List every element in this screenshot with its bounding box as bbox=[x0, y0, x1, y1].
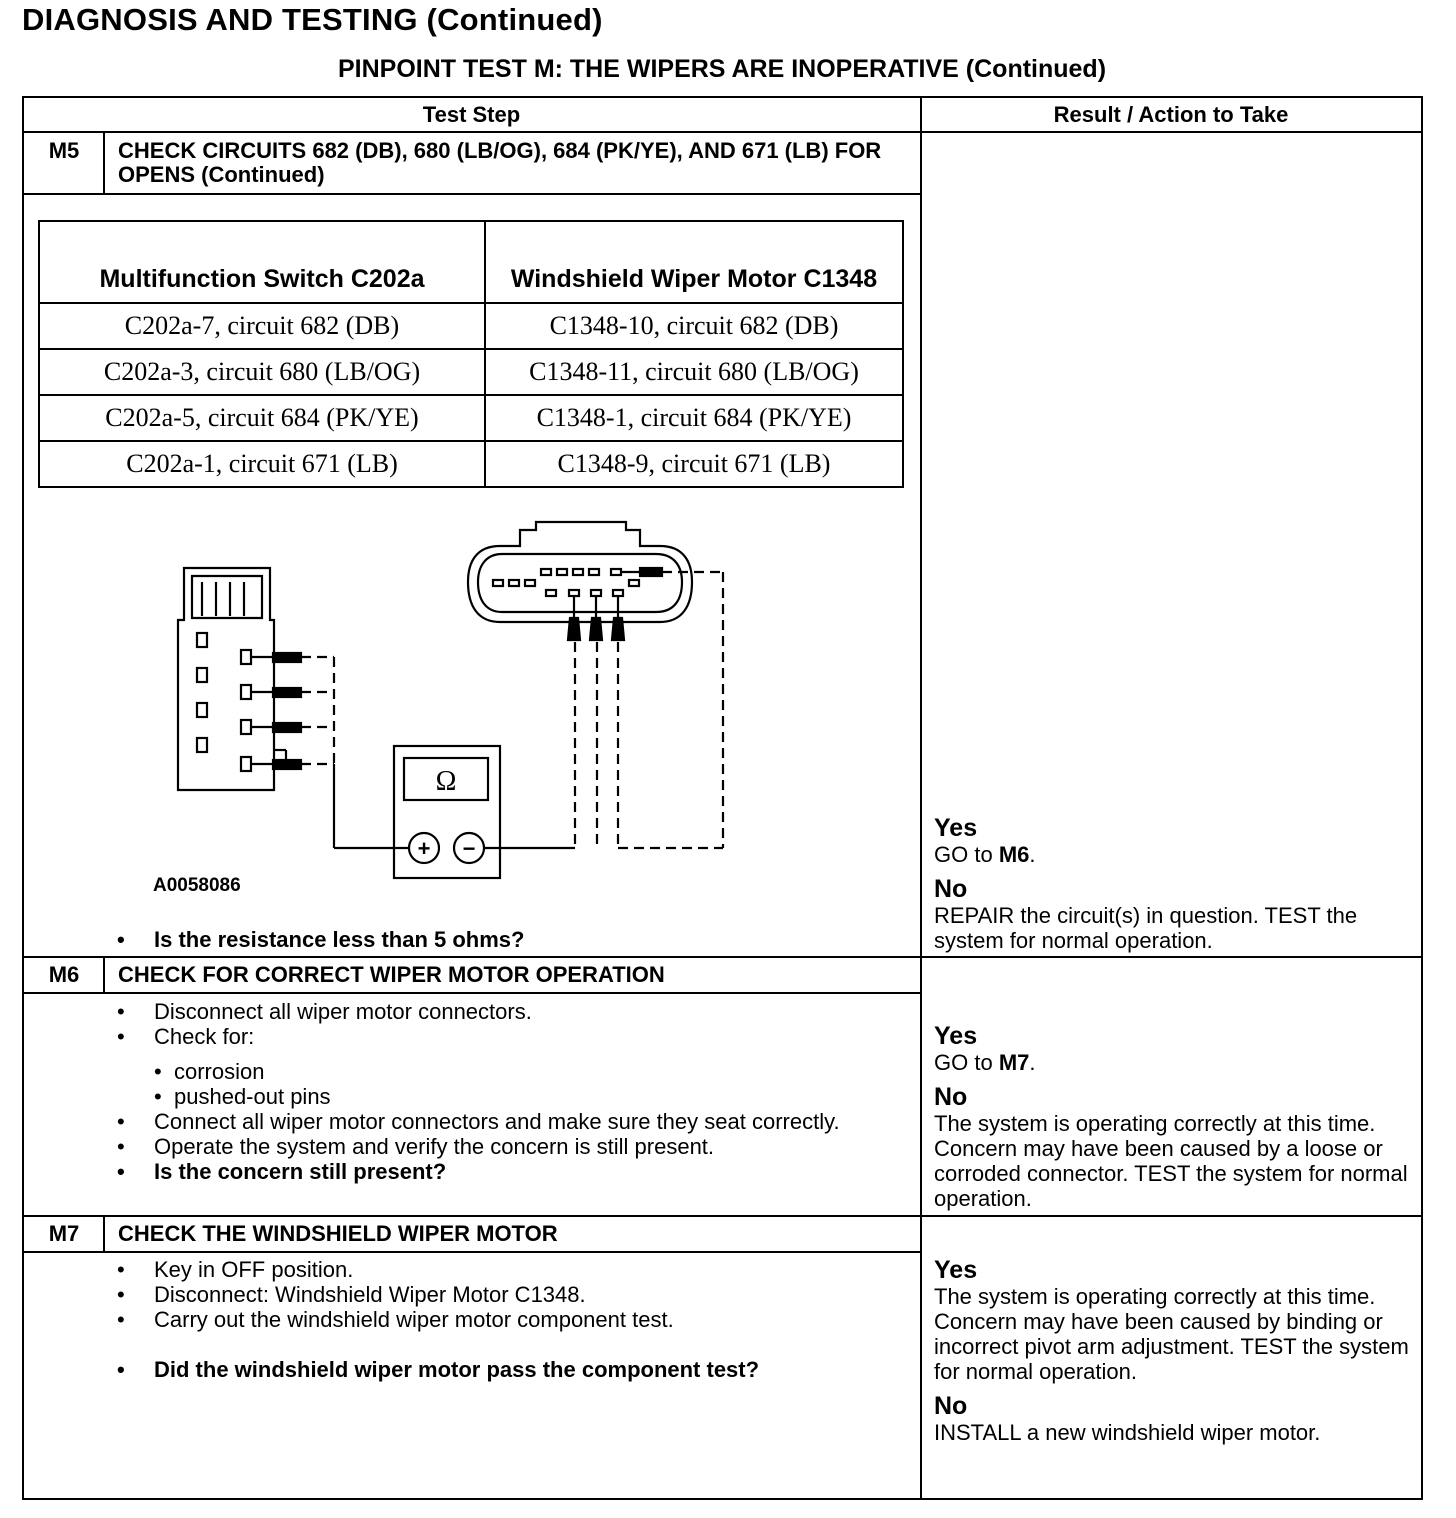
table-cell: C202a-7, circuit 682 (DB) bbox=[39, 303, 485, 349]
step-text: Key in OFF position. bbox=[154, 1257, 354, 1282]
page-title: DIAGNOSIS AND TESTING (Continued) bbox=[22, 2, 603, 37]
step-text: Check for: bbox=[154, 1024, 255, 1049]
question-text: Is the resistance less than 5 ohms? bbox=[154, 927, 525, 952]
step-text: pushed-out pins bbox=[174, 1084, 331, 1109]
step-text: Connect all wiper motor connectors and make sure they seat correctly. bbox=[154, 1109, 840, 1134]
ohm-symbol: Ω bbox=[435, 766, 457, 797]
step-text: corrosion bbox=[174, 1059, 265, 1084]
table-cell: C202a-3, circuit 680 (LB/OG) bbox=[39, 349, 485, 395]
pinpoint-test-title: PINPOINT TEST M: THE WIPERS ARE INOPERATIVE (Continued) bbox=[337, 55, 1107, 83]
yes-target: M7 bbox=[998, 1050, 1030, 1075]
pin-circuit-table bbox=[38, 220, 904, 488]
yes-label: Yes bbox=[934, 1022, 978, 1050]
yes-target: M6 bbox=[998, 842, 1030, 867]
table-cell: C1348-1, circuit 684 (PK/YE) bbox=[485, 395, 903, 441]
bullet-icon: • bbox=[117, 927, 125, 952]
wiring-diagram bbox=[160, 510, 740, 890]
m7-result bbox=[934, 1256, 1414, 1445]
yes-action: The system is operating correctly at this time. Concern may have been caused by binding or incorrect pivot arm adjustment. TEST the system for normal operation. bbox=[934, 1284, 1409, 1384]
list-item bbox=[114, 1109, 854, 1134]
bullet-icon: • bbox=[117, 1109, 125, 1134]
table-cell: C1348-11, circuit 680 (LB/OG) bbox=[485, 349, 903, 395]
list-item bbox=[114, 1134, 914, 1159]
table-header-switch: Multifunction Switch C202a bbox=[39, 221, 485, 303]
column-header-test-step: Test Step bbox=[422, 102, 521, 127]
bullet-icon: • bbox=[117, 1307, 125, 1332]
list-item bbox=[114, 1059, 914, 1084]
motor-jumper-leads bbox=[575, 572, 723, 848]
bullet-icon: • bbox=[117, 999, 125, 1024]
bullet-icon: • bbox=[154, 1084, 162, 1109]
column-header-result: Result / Action to Take bbox=[1053, 102, 1289, 127]
list-item bbox=[114, 999, 914, 1024]
table-cell: C1348-9, circuit 671 (LB) bbox=[485, 441, 903, 487]
list-item bbox=[114, 1024, 914, 1049]
yes-label: Yes bbox=[934, 814, 978, 842]
list-item bbox=[114, 1282, 914, 1307]
figure-id: A0058086 bbox=[153, 875, 241, 896]
yes-action: GO to M7. bbox=[934, 1050, 1036, 1075]
m6-title-divider bbox=[22, 992, 921, 994]
table-cell: C1348-10, circuit 682 (DB) bbox=[485, 303, 903, 349]
meter-plus-terminal: + bbox=[417, 836, 431, 861]
bullet-icon: • bbox=[117, 1357, 125, 1382]
bullet-icon: • bbox=[117, 1134, 125, 1159]
m5-result bbox=[934, 814, 1414, 953]
step-title-m6: CHECK FOR CORRECT WIPER MOTOR OPERATION bbox=[118, 962, 665, 987]
yes-action-text: GO to bbox=[934, 842, 993, 867]
bullet-icon: • bbox=[117, 1257, 125, 1282]
step-text: Carry out the windshield wiper motor component test. bbox=[154, 1307, 674, 1332]
table-row bbox=[39, 349, 903, 395]
multifunction-switch-connector bbox=[178, 568, 286, 790]
step-id-m5: M5 bbox=[48, 138, 80, 163]
table-header-motor: Windshield Wiper Motor C1348 bbox=[485, 221, 903, 303]
yes-label: Yes bbox=[934, 1256, 978, 1284]
m6-result bbox=[934, 1022, 1414, 1211]
list-item bbox=[114, 1257, 914, 1282]
bullet-icon: • bbox=[117, 1024, 125, 1049]
no-label: No bbox=[934, 875, 968, 903]
list-item bbox=[114, 1357, 914, 1382]
no-action: INSTALL a new windshield wiper motor. bbox=[934, 1420, 1321, 1445]
question-text: Did the windshield wiper motor pass the component test? bbox=[154, 1357, 760, 1382]
bullet-icon: • bbox=[117, 1282, 125, 1307]
switch-jumper-leads bbox=[301, 657, 334, 764]
list-item bbox=[114, 1159, 914, 1184]
m7-title-divider bbox=[22, 1251, 921, 1253]
step-text: Disconnect all wiper motor connectors. bbox=[154, 999, 532, 1024]
step-id-m7: M7 bbox=[48, 1221, 80, 1246]
no-action: REPAIR the circuit(s) in question. TEST the system for normal operation. bbox=[934, 903, 1358, 953]
step-id-m6: M6 bbox=[48, 962, 80, 987]
table-row bbox=[39, 441, 903, 487]
step-text: Disconnect: Windshield Wiper Motor C1348. bbox=[154, 1282, 586, 1307]
table-row bbox=[39, 303, 903, 349]
bullet-icon: • bbox=[117, 1159, 125, 1184]
list-item bbox=[114, 1084, 914, 1109]
table-cell: C202a-1, circuit 671 (LB) bbox=[39, 441, 485, 487]
bullet-icon: • bbox=[154, 1059, 162, 1084]
no-label: No bbox=[934, 1392, 968, 1420]
step-divider-m7 bbox=[22, 1215, 1423, 1217]
step-title-m7: CHECK THE WINDSHIELD WIPER MOTOR bbox=[118, 1221, 558, 1246]
motor-probes bbox=[568, 568, 662, 640]
meter-minus-terminal: − bbox=[462, 836, 476, 861]
no-action: The system is operating correctly at this time. Concern may have been caused by a loose or corroded connector. TEST the system for normal operation. bbox=[934, 1111, 1408, 1211]
table-row bbox=[39, 395, 903, 441]
step-text: Operate the system and verify the concern is still present. bbox=[154, 1134, 715, 1159]
step-divider-m6 bbox=[22, 956, 1423, 958]
question-text: Is the concern still present? bbox=[154, 1159, 447, 1184]
m5-title-divider bbox=[22, 193, 921, 195]
yes-action: GO to M6. bbox=[934, 842, 1036, 867]
m5-question bbox=[114, 927, 914, 952]
no-label: No bbox=[934, 1083, 968, 1111]
m7-steps bbox=[114, 1257, 914, 1382]
yes-action-text: GO to bbox=[934, 1050, 993, 1075]
column-divider bbox=[920, 96, 922, 1500]
list-item bbox=[114, 1307, 914, 1332]
table-cell: C202a-5, circuit 684 (PK/YE) bbox=[39, 395, 485, 441]
step-title-m5: CHECK CIRCUITS 682 (DB), 680 (LB/OG), 684 (PK/YE), AND 671 (LB) FOR OPENS (Continued) bbox=[118, 138, 882, 187]
m6-steps bbox=[114, 999, 914, 1184]
